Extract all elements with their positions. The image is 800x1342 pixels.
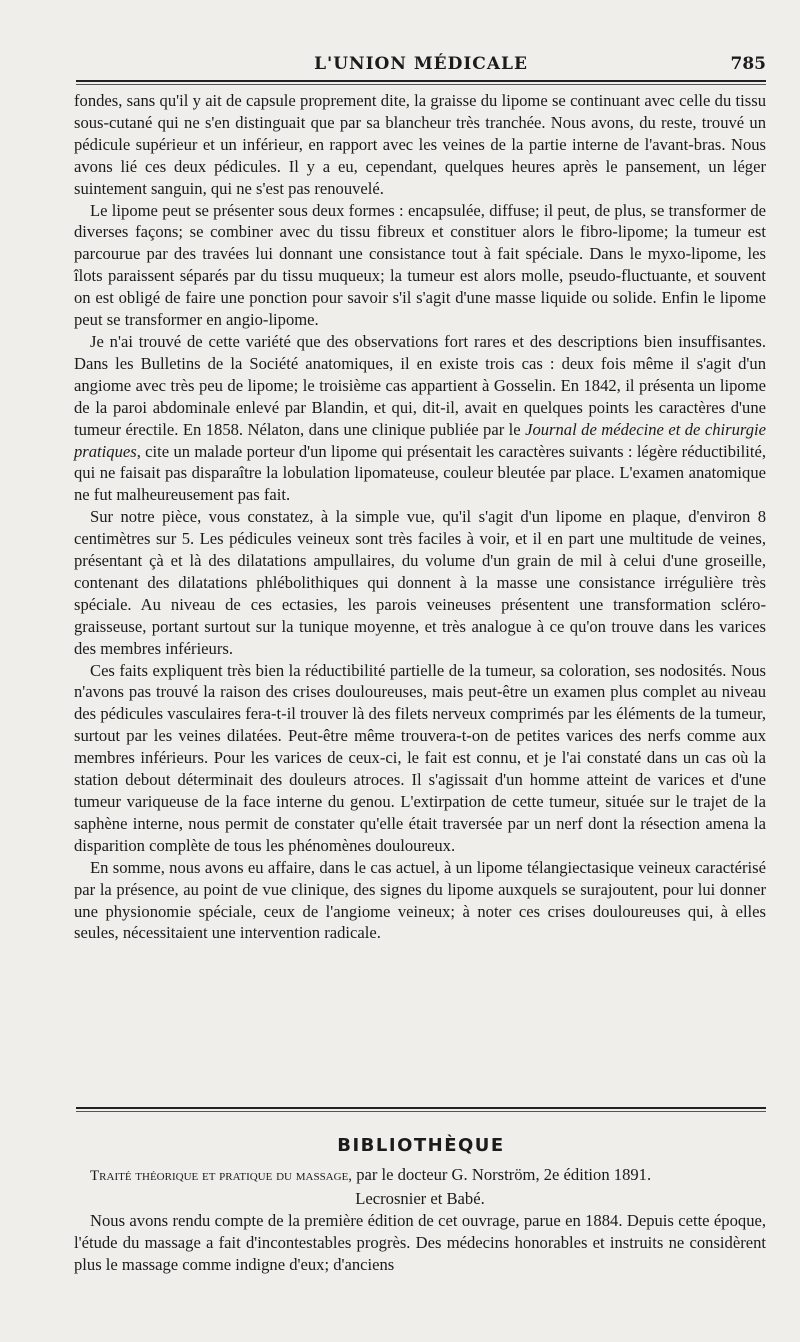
journal-title: Journal de médecine et de chirurgie pratiques (74, 419, 766, 461)
header-rule (76, 80, 766, 82)
book-reference (74, 1164, 766, 1210)
section-rule-thin (76, 1111, 766, 1112)
bibliography-entry (74, 1164, 766, 1276)
book-title: Traité théorique et pratique du massage, (90, 1168, 353, 1184)
section-title: BIBLIOTHÈQUE (337, 1135, 505, 1156)
page-header (76, 52, 766, 82)
header-rule-thin (76, 84, 766, 85)
page-number: 785 (730, 54, 766, 74)
paragraph-3-text: Je n'ai trouvé de cette variété que des observations fort rares et des descriptions bien insuffisantes. Dans les Bulletins de la Société anatomiques, il en existe trois cas : deux fois même il s'agit d'un angiome avec très peu de lipome; le troisième cas appartient à Gosselin. En 1842, il présenta un lipome de la paroi abdominale enlevé par Blandin, et qui, dit-il, avait en quelques points les caractères d'une tumeur érectile. En 1858. Nélaton, dans une clinique publiée par le (74, 331, 766, 439)
paragraph-6: En somme, nous avons eu affaire, dans le cas actuel, à un lipome télangiectasique veineux caractérisé par la présence, au point de vue clinique, des signes du lipome auxquels se surajoutent, pour lui donner une physionomie spéciale, ceux de l'angiome veineux; à noter ces crises douloureuses qui, à elles seules, nécessitaient une intervention radicale. (74, 857, 766, 943)
book-publisher: Lecrosnier et Babé. (355, 1188, 485, 1208)
book-author: par le docteur G. Norström, 2e édition 1891. (352, 1165, 652, 1184)
paragraph-3-tail: , cite un malade porteur d'un lipome qui présentait les caractères suivants : légère réductibilité, qui ne faisait pas disparaître la lobulation lipomateuse, couleur bleutée par place. L'examen anatomique ne fut malheureusement pas fait. (74, 441, 766, 505)
paragraph-3 (74, 331, 766, 506)
section-rule (76, 1107, 766, 1109)
review-text: Nous avons rendu compte de la première édition de cet ouvrage, parue en 1884. Depuis cette époque, l'étude du massage a fait d'incontestables progrès. Des médecins honorables et instruits ne considèrent plus le massage comme indigne d'eux; d'anciens (74, 1210, 766, 1274)
paragraph-2: Le lipome peut se présenter sous deux formes : encapsulée, diffuse; il peut, de plus, se transformer de diverses façons; se combiner avec du tissu fibreux et constituer alors le fibro-lipome; la tumeur est parcourue par des travées lui donnant une consistance tout à fait spéciale. Dans le myxo-lipome, les îlots paraissent séparés par du tissu muqueux; la tumeur est alors molle, pseudo-fluctuante, et souvent on est obligé de faire une ponction pour savoir s'il s'agit d'une masse liquide ou solide. Enfin le lipome peut se transformer en angio-lipome. (74, 200, 766, 330)
running-title: L'UNION MÉDICALE (314, 54, 528, 74)
article-body (74, 90, 766, 944)
paragraph-4: Sur notre pièce, vous constatez, à la simple vue, qu'il s'agit d'un lipome en plaque, d'environ 8 centimètres sur 5. Les pédicules veineux sont très faciles à voir, et il en part une multitude de veines, présentant çà et là des dilatations ampullaires, du volume d'un grain de mil à celui d'une groseille, contenant des dilatations phlébolithiques qui donnent à la masse une consistance irrégulière très spéciale. Au niveau de ces ectasies, les parois veineuses présentent une transformation scléro-graisseuse, portant surtout sur la tunique moyenne, et très analogue à ce qu'on trouve dans les varices des membres inférieurs. (74, 507, 766, 658)
paragraph-1: fondes, sans qu'il y ait de capsule proprement dite, la graisse du lipome se continuant avec celle du tissu sous-cutané qui ne s'en distinguait que par sa blancheur très tranchée. Nous avons, du reste, trouvé un pédicule supérieur et un inférieur, en rapport avec les veines de la partie interne de l'avant-bras. Nous avons lié ces deux pédicules. Il y a eu, cependant, quelques heures après le pansement, un léger suintement sanguin, qui ne s'est pas renouvelé. (74, 91, 766, 198)
paragraph-5: Ces faits expliquent très bien la réductibilité partielle de la tumeur, sa coloration, ses nodosités. Nous n'avons pas trouvé la raison des crises douloureuses, mais peut-être un examen plus complet au niveau des pédicules vasculaires fera-t-il trouver là des filets nerveux comprimés par les éléments de la tumeur, surtout par les veines dilatées. Peut-être même trouvera-t-on de petites varices des nerfs comme aux membres inférieurs. Pour les varices de ceux-ci, le fait est connu, et je l'ai constaté dans un cas où la station debout déterminait des douleurs atroces. Il s'agissait d'un homme atteint de varices et d'une tumeur variqueuse de la face interne du genou. L'extirpation de cette tumeur, située sur le trajet de la saphène interne, nous permit de constater qu'elle était traversée par un nerf dont la résection amena la disparition complète de tous les phénomènes douloureux. (74, 660, 766, 855)
